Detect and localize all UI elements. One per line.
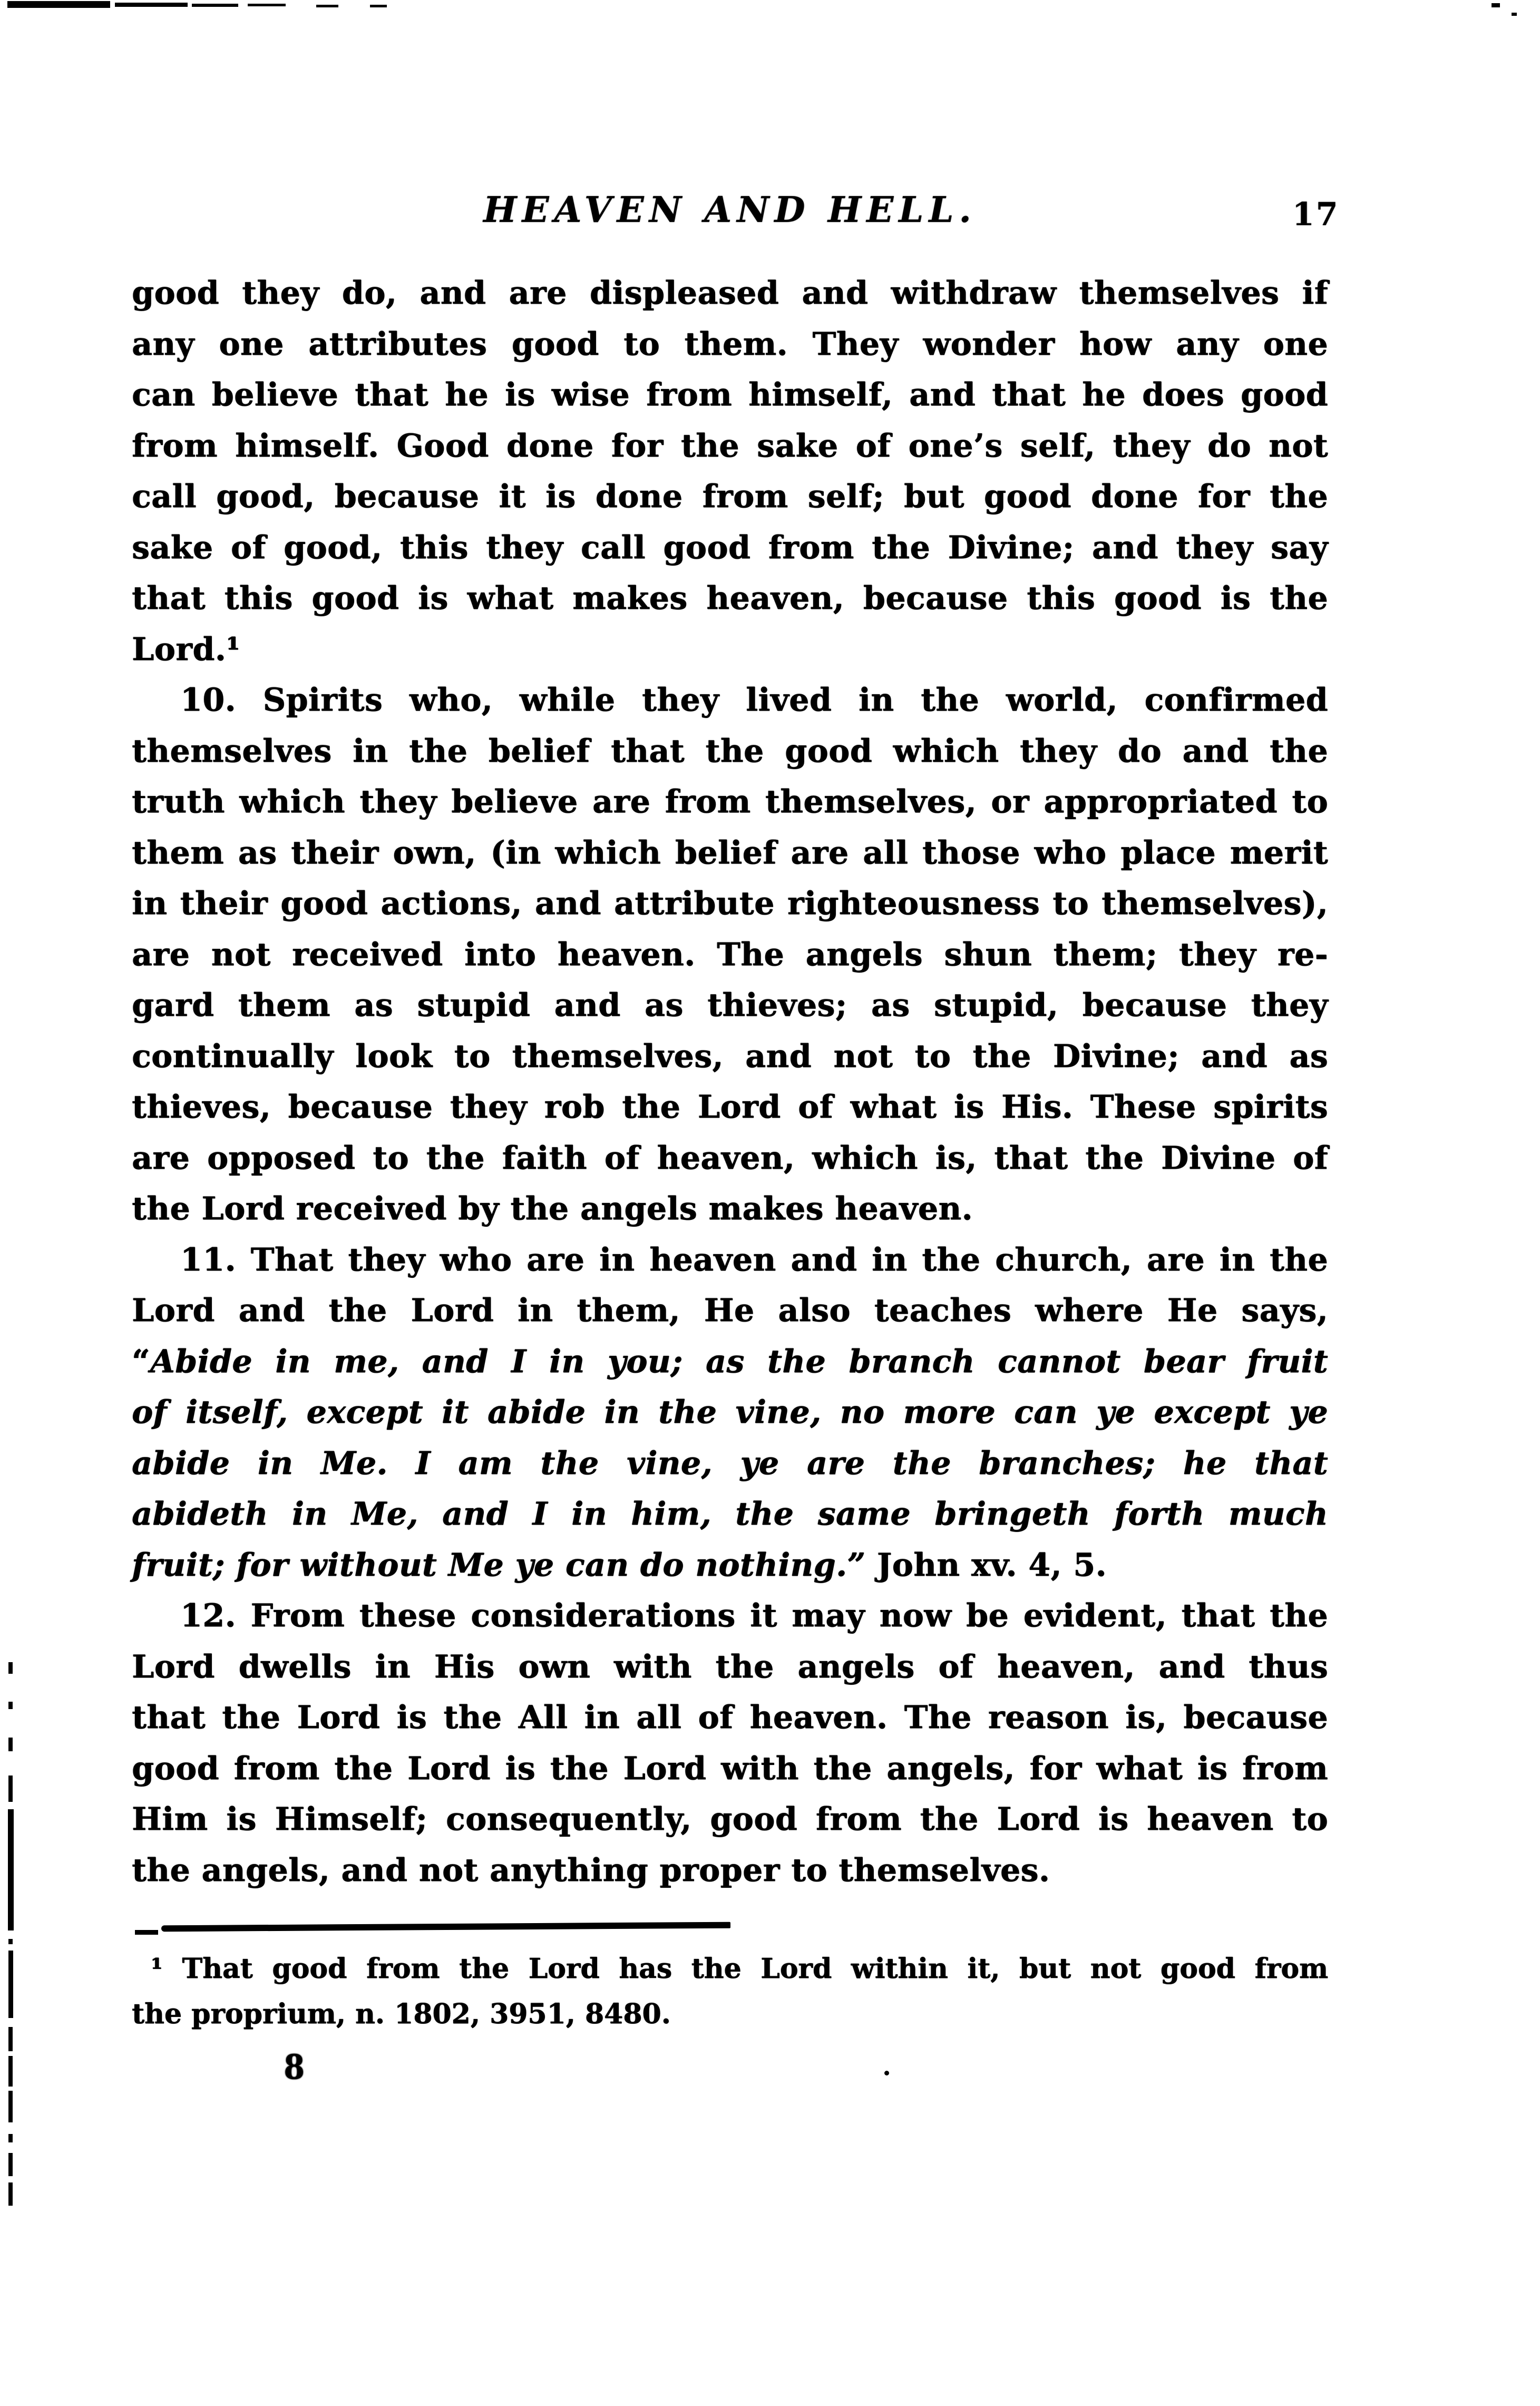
quote-text: Abide in me, and I in you; as the branch cannot bear fruit [150,1343,1328,1380]
scan-artifact [8,2027,13,2051]
text-line [132,1183,1328,1235]
body-text-segment: are not received into heaven. The angels shun them; they re- [132,936,1328,973]
text-line [132,726,1328,777]
body-text-segment: from himself. Good done for the sake of one’s self, they do not [132,427,1328,464]
scan-artifact [8,1702,13,1709]
text-line [132,471,1328,522]
body-text-segment: call good, because it is done from self; but good done for the [132,478,1328,515]
scan-artifact [8,2182,13,2206]
quote-text: abide in Me. I am the vine, ye are the branches; he that [132,1444,1328,1482]
page-number: 17 [1292,196,1340,233]
text-line [132,777,1328,828]
text-line [132,522,1328,574]
text-line [132,1082,1328,1133]
body-text-segment: the angels, and not anything proper to themselves. [132,1851,1050,1889]
body-text-segment: 12. From these considerations it may now be evident, that the [180,1597,1328,1634]
text-line [132,980,1328,1031]
scan-artifact [8,1939,13,1944]
scan-artifact [7,1,110,8]
scan-artifact [370,5,387,7]
scan-artifact [248,4,286,6]
body-text-segment: are opposed to the faith of heaven, which is, that the Divine of [132,1139,1328,1177]
body-text-segment: the proprium, n. 1802, 3951, 8480. [132,1998,671,2030]
body-text-segment: them as their own, (in which belief are all those who place merit [132,834,1328,871]
text-line [132,573,1328,624]
running-header-title: HEAVEN AND HELL. [483,189,977,230]
text-line [132,1692,1328,1743]
body-text-segment: any one attributes good to them. They wonder how any one [132,325,1328,363]
body-text-segment: Lord.¹ [132,630,240,668]
body-text-segment: Lord dwells in His own with the angels of heaven, and thus [132,1648,1328,1685]
body-text-segment: good they do, and are displeased and withdraw themselves if [132,275,1328,312]
body-text-segment: Him is Himself; consequently, good from the Lord is heaven to [132,1801,1328,1838]
text-line [132,1387,1328,1438]
text-line [132,1235,1328,1286]
text-line [132,1031,1328,1082]
text-line [132,1642,1328,1693]
body-text-segment: that the Lord is the All in all of heaven. The reason is, because [132,1699,1328,1736]
scan-artifact [8,1809,14,1930]
quote-text: abideth in Me, and I in him, the same bringeth forth much [132,1496,1328,1532]
scan-artifact [884,2071,889,2075]
body-text-segment: 10. Spirits who, while they lived in the world, confirmed [180,682,1328,719]
scan-artifact [8,1662,13,1674]
body-text-segment: 11. That they who are in heaven and in the church, are in the [180,1241,1328,1278]
body-text-segment: truth which they believe are from themselves, or appropriated to [132,783,1328,820]
body-text-segment: can believe that he is wise from himself, and that he does good [132,376,1328,413]
footnote-rule-dash [135,1930,158,1935]
text-line [132,929,1328,981]
footnote-rule [161,1922,730,1932]
body-text-segment: ¹ That good from the Lord has the Lord within it, but not good from [151,1953,1328,1985]
body-text-segment: in their good actions, and attribute righteousness to themselves), [132,885,1328,922]
quote-text: of itself, except it abide in the vine, no more can ye except ye [132,1394,1328,1431]
text-line [132,370,1328,421]
body-text-segment: thieves, because they rob the Lord of what is His. These spirits [132,1089,1328,1126]
body-text-segment: gard them as stupid and as thieves; as stupid, because they [132,987,1328,1024]
body-text-segment: good from the Lord is the Lord with the angels, for what is from [132,1750,1328,1787]
body-text-segment: sake of good, this they call good from the Divine; and they say [132,529,1328,566]
text-line [132,1489,1328,1540]
body-text-segment: Lord and the Lord in them, He also teaches where He says, [132,1292,1328,1329]
text-line [132,1946,1328,1992]
text-line [132,268,1328,319]
text-line [132,421,1328,472]
text-line [132,828,1328,879]
text-line [132,1336,1328,1388]
text-line [132,624,1328,675]
text-line [132,1285,1328,1336]
footnote [132,1946,1328,2037]
body-text [132,268,1328,1896]
text-line [132,1540,1328,1591]
quote-text: fruit; for without Me ye can do nothing.” [132,1546,866,1584]
scan-artifact [8,1776,13,1802]
signature-mark: 8 [284,2048,305,2087]
body-text-segment: the Lord received by the angels makes heaven. [132,1190,973,1227]
scan-artifact [8,2091,13,2122]
scan-artifact [8,1951,13,2018]
scan-artifact [8,2153,13,2176]
text-line [132,1438,1328,1489]
scan-artifact [115,3,188,7]
body-text-segment: themselves in the belief that the good which they do and the [132,732,1328,770]
scan-artifact [316,5,338,7]
body-text-segment: continually look to themselves, and not to the Divine; and as [132,1037,1328,1075]
text-line [132,1794,1328,1845]
text-line [132,1845,1328,1896]
scan-artifact [1512,13,1517,16]
text-line [132,1133,1328,1184]
scan-artifact [8,1738,13,1751]
text-line [132,1992,1328,2037]
text-line [132,1590,1328,1642]
scan-artifact [192,4,238,7]
text-line [132,878,1328,929]
scan-artifact [1492,3,1500,7]
body-text-segment: that this good is what makes heaven, because this good is the [132,580,1328,617]
text-line [132,675,1328,726]
text-line [132,1743,1328,1794]
scan-artifact [8,2056,13,2087]
body-text-segment: “ [132,1343,151,1380]
scan-artifact [8,2134,13,2142]
text-line [132,319,1328,370]
body-text-segment: John xv. 4, 5. [865,1546,1107,1584]
